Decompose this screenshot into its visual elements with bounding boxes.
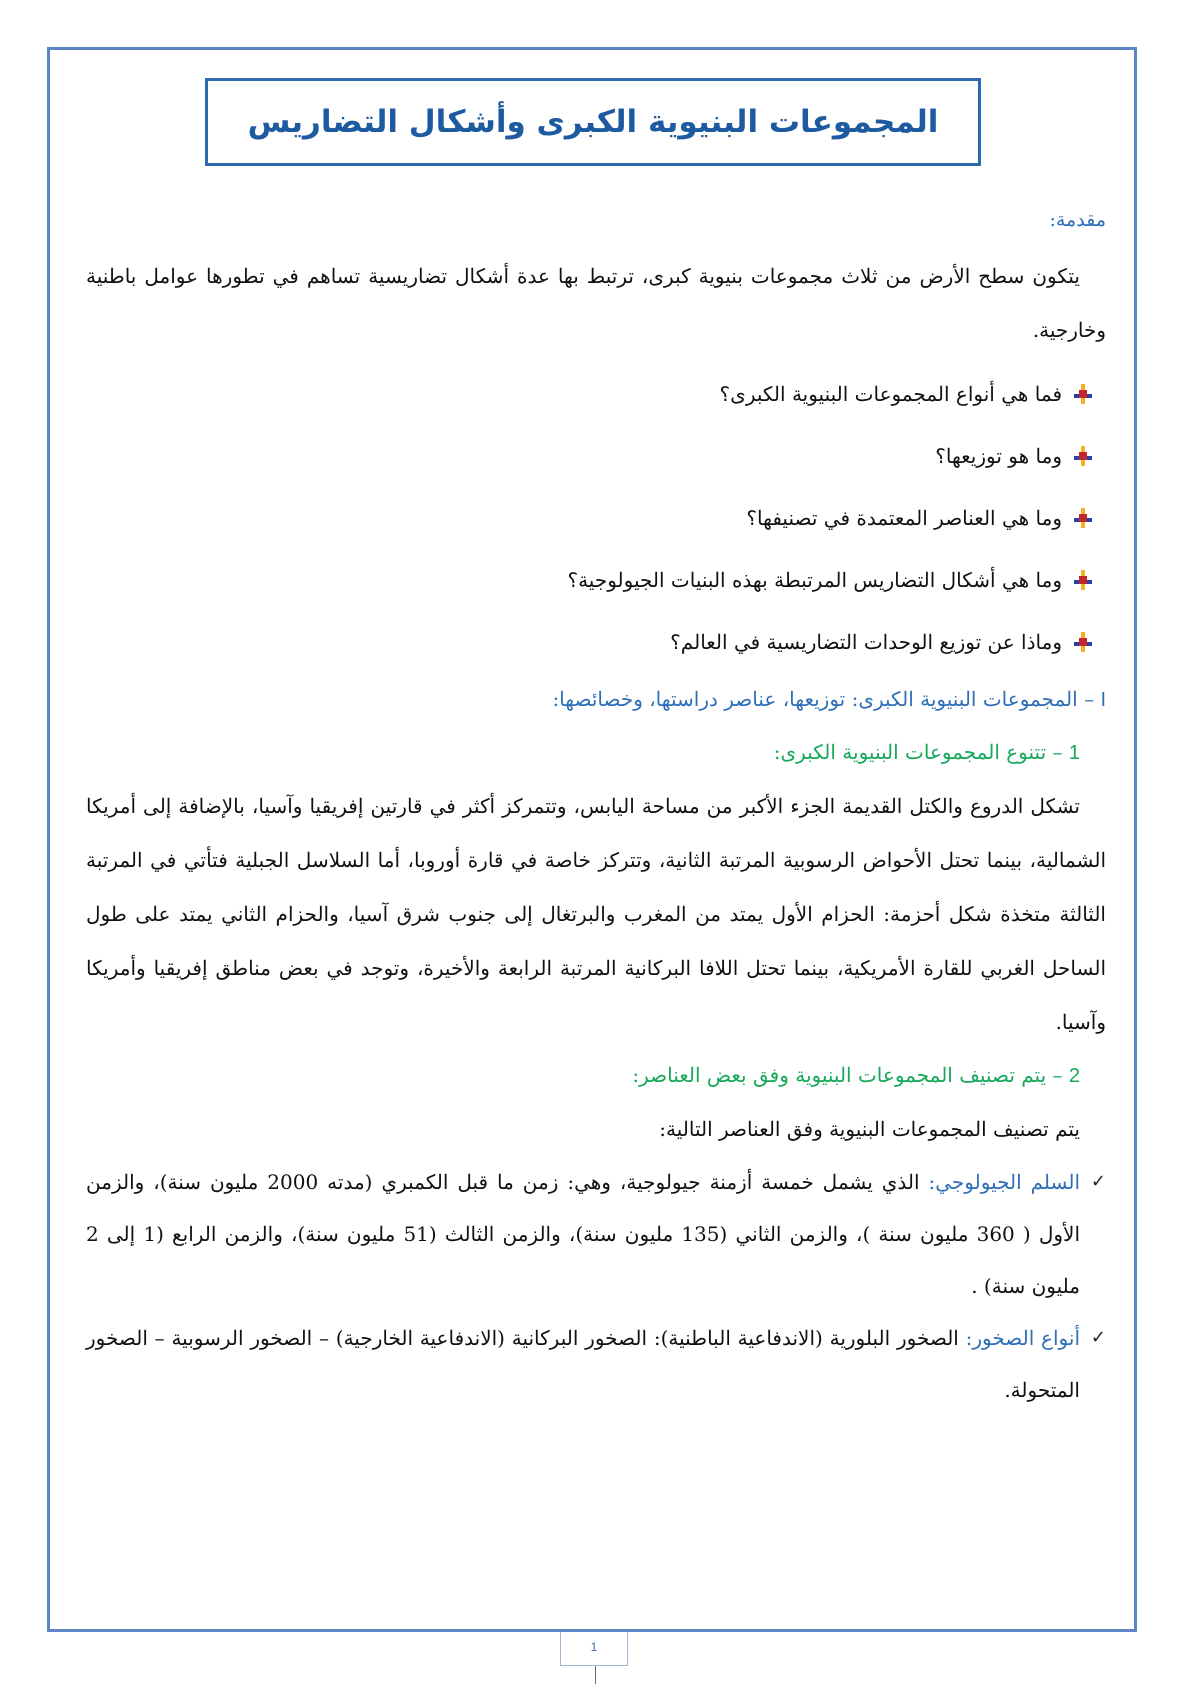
plus-cross-icon <box>1074 508 1092 528</box>
document-body <box>86 205 1106 1416</box>
list-item <box>86 487 1092 549</box>
list-item <box>86 1312 1106 1416</box>
section-heading-text: – المجموعات البنيوية الكبرى: توزيعها، عناصر دراستها، وخصائصها: <box>552 687 1101 711</box>
question-text: وماذا عن توزيع الوحدات التضاريسية في العالم؟ <box>670 630 1062 654</box>
check-icon: ✓ <box>1090 1171 1106 1192</box>
subsection-number: 1 <box>1068 742 1080 764</box>
question-text: فما هي أنواع المجموعات البنيوية الكبرى؟ <box>719 382 1062 406</box>
section-number: I <box>1100 689 1106 711</box>
criteria-label: أنواع الصخور: <box>965 1326 1080 1350</box>
list-item <box>86 425 1092 487</box>
question-text: وما هي العناصر المعتمدة في تصنيفها؟ <box>746 506 1062 530</box>
section-heading <box>86 673 1106 726</box>
subsection-intro-2: يتم تصنيف المجموعات البنيوية وفق العناصر التالية: <box>659 1117 1080 1141</box>
criteria-list <box>86 1156 1106 1416</box>
list-item <box>86 549 1092 611</box>
subsection-number: 2 <box>1068 1065 1080 1087</box>
page-number-tick <box>595 1666 596 1684</box>
plus-cross-icon <box>1074 384 1092 404</box>
plus-cross-icon <box>1074 570 1092 590</box>
subsection-heading-2 <box>86 1049 1106 1102</box>
page-title: المجموعات البنيوية الكبرى وأشكال التضاريس <box>247 104 939 140</box>
subsection-paragraph-1: تشكل الدروع والكتل القديمة الجزء الأكبر من مساحة اليابس، وتتمركز أكثر في قارتين إفريقيا وآسيا، بالإضافة إلى أمريكا الشمالية، بينما تحتل الأحواض الرسوبية المرتبة الثانية، وتتركز خاصة في قارة أوروبا، أما السلاسل الجبلية فتأتي في المرتبة الثالثة متخذة شكل أحزمة: الحزام الأول يمتد من المغرب والبرتغال إلى جنوب شرق آسيا، والحزام الثاني يمتد على طول الساحل الغربي للقارة الأمريكية، بينما تحتل اللافا البركانية المرتبة الرابعة والأخيرة، وتوجد في بعض مناطق إفريقيا وأمريكا وآسيا. <box>86 794 1106 1034</box>
check-icon: ✓ <box>1090 1327 1106 1348</box>
subsection-heading-text: – يتم تصنيف المجموعات البنيوية وفق بعض العناصر: <box>632 1063 1069 1087</box>
plus-cross-icon <box>1074 632 1092 652</box>
question-text: وما هو توزيعها؟ <box>935 444 1062 468</box>
plus-cross-icon <box>1074 446 1092 466</box>
subsection-heading-text: – تتنوع المجموعات البنيوية الكبرى: <box>773 740 1069 764</box>
criteria-text: الذي يشمل خمسة أزمنة جيولوجية، وهي: زمن ما قبل الكمبري (مدته 2000 مليون سنة)، والزمن الأول ( 360 مليون سنة )، والزمن الثاني (135 مليون سنة)، والزمن الثالث (51 مليون سنة)، والزمن الرابع (1 إلى 2 مليون سنة) . <box>86 1170 1081 1298</box>
subsection-heading-1 <box>86 726 1106 779</box>
list-item <box>86 611 1092 673</box>
list-item <box>86 363 1092 425</box>
intro-heading: مقدمة: <box>1049 209 1106 231</box>
intro-paragraph: يتكون سطح الأرض من ثلاث مجموعات بنيوية كبرى، ترتبط بها عدة أشكال تضاريسية تساهم في تطورها عوامل باطنية وخارجية. <box>86 264 1106 342</box>
question-text: وما هي أشكال التضاريس المرتبطة بهذه البنيات الجيولوجية؟ <box>567 568 1062 592</box>
criteria-label: السلم الجيولوجي: <box>928 1170 1080 1194</box>
title-box <box>205 78 981 166</box>
list-item <box>86 1156 1106 1312</box>
criteria-text: الصخور البلورية (الاندفاعية الباطنية): الصخور البركانية (الاندفاعية الخارجية) – الصخور الرسوبية – الصخور المتحولة. <box>86 1326 1080 1402</box>
question-list <box>86 363 1106 673</box>
page-number: 1 <box>560 1632 628 1666</box>
